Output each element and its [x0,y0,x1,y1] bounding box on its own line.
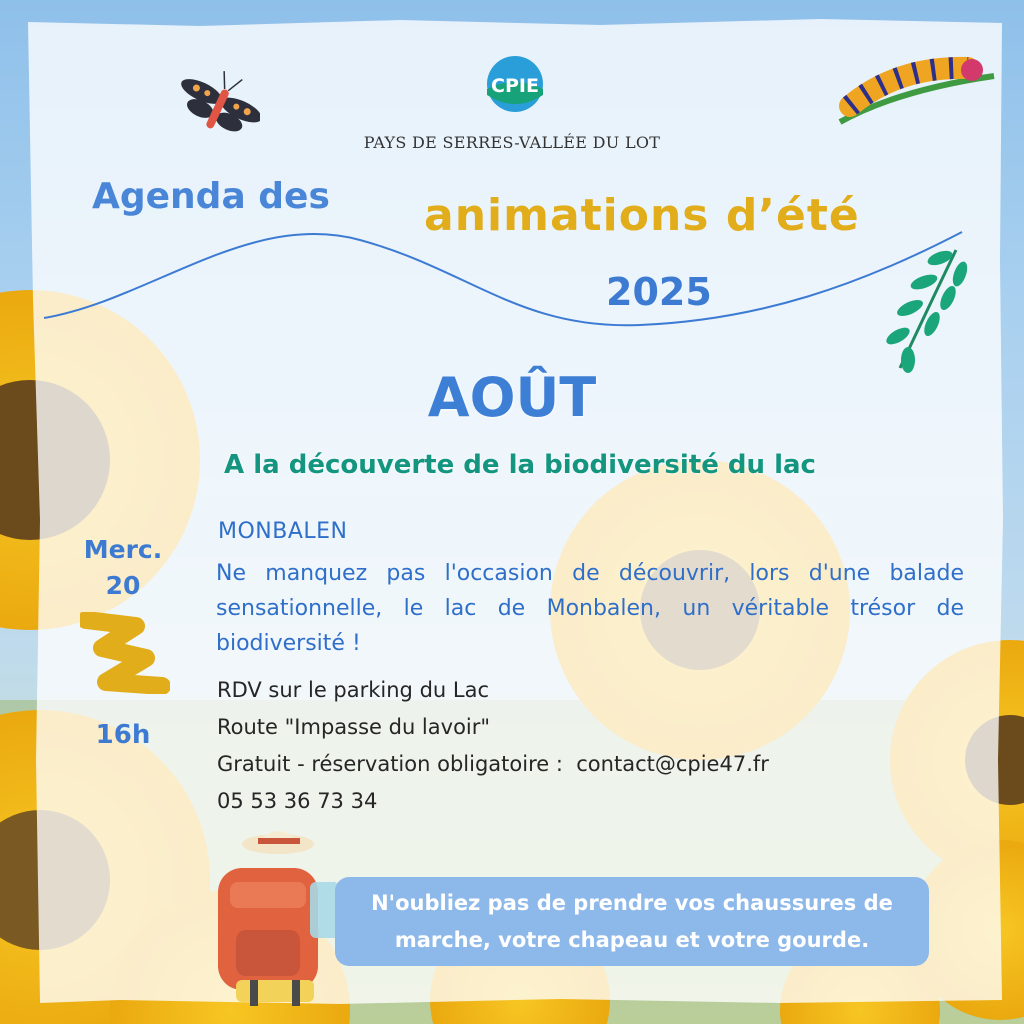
cpie-logo [486,55,544,113]
meeting-point: RDV sur le parking du Lac [217,678,489,702]
event-location: MONBALEN [218,519,348,544]
month-heading: AOÛT [427,366,597,429]
title-line-1: Agenda des [92,176,330,217]
org-subtitle: PAYS DE SERRES-VALLÉE DU LOT [363,133,661,152]
title-year: 2025 [606,270,712,314]
backpack-icon [200,820,350,1010]
event-description: Ne manquez pas l'occasion de découvrir, lors d'une balade sensationnelle, le lac de Monbalen, un véritable trésor de biodiversité ! [216,561,964,656]
title-line-2: animations d’été [424,190,860,241]
event-day-number: 20 [105,571,141,600]
moth-icon [176,66,260,150]
leaf-branch-icon [880,244,970,374]
contact-email-link[interactable]: contact@cpie47.fr [576,752,769,776]
event-title: A la découverte de la biodiversité du lac [224,450,816,480]
phone-number[interactable]: 05 53 36 73 34 [217,789,378,813]
pricing-info [217,752,769,776]
event-date [62,532,184,604]
svg-text:CPIE: CPIE [491,75,539,97]
reminder-box: N'oubliez pas de prendre vos chaussures de marche, votre chapeau et votre gourde. [335,877,929,966]
caterpillar-icon [838,50,998,130]
event-time: 16h [95,720,151,750]
pricing-text: Gratuit - réservation obligatoire : [217,752,563,776]
event-day-label: Merc. [83,535,163,564]
squiggle-icon [80,612,170,694]
road-info: Route "Impasse du lavoir" [217,715,491,739]
